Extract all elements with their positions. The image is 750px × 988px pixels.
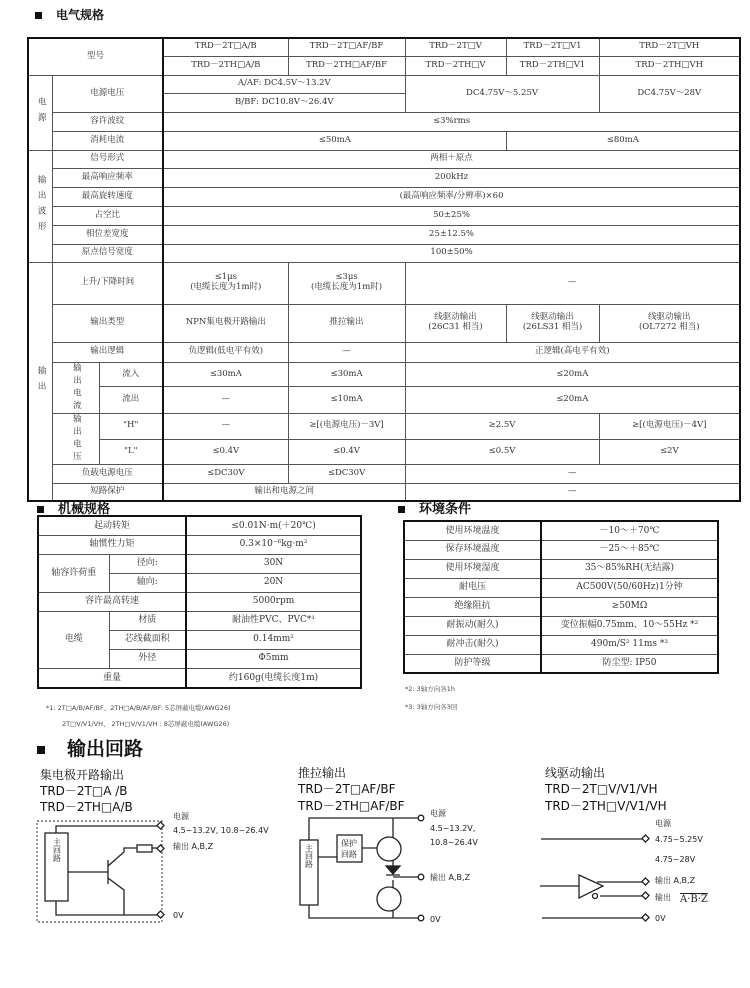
label-0v: 0V (655, 914, 666, 923)
cell: B/BF: DC10.8V～26.4V (163, 93, 405, 112)
cell: ≤2V (599, 439, 740, 464)
terminal-icon (157, 911, 164, 918)
line-driver-buffer-icon (579, 875, 603, 898)
label-0v: 0V (173, 911, 184, 920)
circuit-model: TRD－2T□A /B (40, 784, 128, 798)
cell: ≤0.01N·m(＋20℃) (186, 516, 361, 535)
cell: — (405, 262, 740, 304)
cell-line: 线驱动输出 (531, 312, 574, 323)
row-label: 芯线截面积 (109, 630, 186, 649)
cell: 耐油性PVC、PVC*¹ (186, 611, 361, 630)
row-label: 轴向: (109, 573, 186, 592)
row-label: 使用环境温度 (404, 521, 541, 540)
cell: ≤DC30V (163, 464, 288, 483)
label-range: 4.5~13.2V, 10.8~26.4V (173, 826, 269, 835)
model: TRD－2T□V (405, 38, 506, 56)
model: TRD－2TH□V (405, 56, 506, 75)
wiring (540, 839, 643, 918)
cell-line: ≤3μs (335, 272, 358, 283)
cell: DC4.75V～5.25V (405, 75, 599, 112)
circuit-model: TRD－2TH□V/V1/VH (545, 799, 667, 813)
circuit-title: 线驱动输出 (545, 766, 606, 780)
label-output: 输出 A,B,Z (173, 842, 214, 851)
cell: ≥50MΩ (541, 597, 718, 616)
model: TRD－2TH□VH (599, 56, 740, 75)
cell-line: (26LS31 相当) (522, 322, 583, 332)
row-label: 绝缘阻抗 (404, 597, 541, 616)
cell: ≤20mA (405, 362, 740, 387)
row-label: 输出类型 (52, 304, 163, 342)
section-title-text: 机械规格 (58, 502, 111, 517)
terminal-icon (157, 845, 164, 852)
group-waveform: 输出波形 (28, 150, 52, 262)
cell: ≤0.4V (163, 439, 288, 464)
row-label: 输出电压 (52, 413, 99, 464)
footnote: *2: 3轴方向各1h (405, 685, 456, 693)
model: TRD－2TH□A/B (163, 56, 288, 75)
cell: 20N (186, 573, 361, 592)
main-circuit-label: 主回路 (52, 838, 62, 862)
circuit-model: TRD－2T□V/V1/VH (545, 782, 658, 796)
row-label: 耐振动(耐久) (404, 616, 541, 635)
label-range: 4.75~5.25V (655, 835, 703, 844)
cell: (最高响应频率/分辨率)×60 (163, 187, 740, 206)
row-label: 重量 (38, 668, 186, 688)
label-power: 电源 (655, 819, 671, 828)
cell: A/AF: DC4.5V～13.2V (163, 75, 405, 93)
row-label: 最高旋转速度 (52, 187, 163, 206)
cell-line: 线驱动输出 (648, 312, 691, 323)
cell: — (405, 483, 740, 501)
circuit-model: TRD－2TH□AF/BF (298, 799, 405, 813)
row-label: 起动转矩 (38, 516, 186, 535)
cell: ≤10mA (288, 387, 405, 413)
cell: DC4.75V～28V (599, 75, 740, 112)
row-label: 输出电流 (52, 362, 99, 413)
terminal-icon (642, 892, 649, 899)
row-label: 信号形式 (52, 150, 163, 168)
model: TRD－2T□A/B (163, 38, 288, 56)
label-output: 输出 A,B,Z (430, 873, 471, 882)
cell: 两相＋原点 (163, 150, 740, 168)
cell: ≤20mA (405, 387, 740, 413)
row-label: "H" (99, 413, 163, 439)
row-label: 原点信号宽度 (52, 244, 163, 262)
row-label: 消耗电流 (52, 131, 163, 150)
row-label: 径向: (109, 554, 186, 573)
cell: ≤50mA (163, 131, 506, 150)
protection-label: 保护 (341, 839, 357, 848)
cell-line: (电缆长度为1m时) (190, 282, 262, 292)
transistor-icon (377, 887, 401, 911)
label-power: 电源 (430, 809, 446, 818)
cell: －10～＋70℃ (541, 521, 718, 540)
row-label: 保存环境温度 (404, 540, 541, 559)
group-power: 电源 (28, 75, 52, 150)
footnote: *1: 2T□A/B/AF/BF、2TH□A/B/AF/BF: 5芯屏蔽电缆(AWG26) (46, 704, 231, 712)
row-label: 占空比 (52, 206, 163, 225)
cell: 5000rpm (186, 592, 361, 611)
row-label: 外径 (109, 649, 186, 668)
label-power: 电源 (173, 812, 189, 821)
cell: 正逻辑(高电平有效) (405, 342, 740, 362)
cell: 0.14mm² (186, 630, 361, 649)
row-label: "L" (99, 439, 163, 464)
row-label: 轴容许荷重 (38, 554, 109, 592)
cell: 约160g(电缆长度1m) (186, 668, 361, 688)
cell: Φ5mm (186, 649, 361, 668)
cell: 35～85%RH(无结露) (541, 559, 718, 578)
cell-line: ≤1μs (214, 272, 237, 283)
circuit-title: 集电极开路输出 (40, 768, 125, 782)
footnote: *3: 3轴方向各3回 (405, 703, 458, 711)
cell-line: (OL7272 相当) (638, 322, 700, 332)
cell: ≥[(电源电压)－3V] (288, 413, 405, 439)
push-pull-circuit (297, 765, 478, 924)
cell-line: 线驱动输出 (434, 312, 477, 323)
cell: 推拉输出 (288, 304, 405, 342)
row-label: 材质 (109, 611, 186, 630)
cell: 负逻辑(低电平有效) (163, 342, 288, 362)
row-label: 耐冲击(耐久) (404, 635, 541, 654)
terminal-icon (157, 822, 164, 829)
cell-line: (26C31 相当) (428, 322, 483, 332)
section-title-text: 环境条件 (419, 502, 472, 517)
row-label: 轴惯性力矩 (38, 535, 186, 554)
resistor-icon (137, 845, 152, 852)
wiring (309, 818, 419, 918)
open-collector-circuit (37, 767, 269, 922)
circuit-model: TRD－2TH□A/B (40, 800, 133, 814)
terminal-icon (642, 878, 649, 885)
cell: 50±25% (163, 206, 740, 225)
row-label: 流出 (99, 387, 163, 413)
cell: — (163, 413, 288, 439)
row-label: 上升/下降时间 (52, 262, 163, 304)
row-label: 负载电源电压 (52, 464, 163, 483)
label-output: 输出 A,B,Z (655, 876, 696, 885)
cell: ≤30mA (163, 362, 288, 387)
model: TRD－2TH□AF/BF (288, 56, 405, 75)
model: TRD－2T□VH (599, 38, 740, 56)
row-label: 短路保护 (52, 483, 163, 501)
cell: 30N (186, 554, 361, 573)
cell: NPN集电极开路输出 (163, 304, 288, 342)
row-label: 流入 (99, 362, 163, 387)
terminal-icon (418, 874, 424, 880)
cell-line: (电缆长度为1m时) (310, 282, 383, 292)
cell: －25～＋85℃ (541, 540, 718, 559)
wiring (56, 826, 160, 915)
cell: — (405, 464, 740, 483)
cell: ≤80mA (506, 131, 740, 150)
circuit-title: 推拉输出 (298, 766, 347, 780)
cell: ≤0.4V (288, 439, 405, 464)
cell: ≤30mA (288, 362, 405, 387)
row-label: 最高响应频率 (52, 168, 163, 187)
label-range: 4.5~13.2V, (430, 824, 476, 833)
row-label: 耐电压 (404, 578, 541, 597)
cell: 200kHz (163, 168, 740, 187)
label-inverted-signals: A·B·Z (680, 894, 708, 905)
model: TRD－2T□AF/BF (288, 38, 405, 56)
row-label: 电源电压 (52, 75, 163, 112)
cell: 490m/S² 11ms *³ (541, 635, 718, 654)
terminal-icon (418, 815, 424, 821)
cell: — (163, 387, 288, 413)
label-range: 4.75~28V (655, 855, 696, 864)
row-label: 输出逻辑 (52, 342, 163, 362)
terminal-icon (642, 914, 649, 921)
cell: — (288, 342, 405, 362)
label-output-inverted: 输出 (655, 893, 671, 902)
model: TRD－2T□V1 (506, 38, 599, 56)
diode-icon (386, 866, 400, 875)
main-circuit-label: 主回路 (304, 844, 314, 868)
cell: ≥2.5V (405, 413, 599, 439)
group-output: 输出 (28, 262, 52, 501)
row-label: 使用环境湿度 (404, 559, 541, 578)
cell: AC500V(50/60Hz)1分钟 (541, 578, 718, 597)
terminal-icon (418, 915, 424, 921)
cell: ≤0.5V (405, 439, 599, 464)
label-range: 10.8~26.4V (430, 838, 478, 847)
label-0v: 0V (430, 915, 441, 924)
line-driver-circuit (540, 765, 708, 923)
row-label: 电缆 (38, 611, 109, 668)
transistor-icon (377, 837, 401, 861)
cell: 输出和电源之间 (163, 483, 405, 501)
row-label: 容许波纹 (52, 112, 163, 131)
cell: ≥[(电源电压)－4V] (599, 413, 740, 439)
cell: 变位振幅0.75mm、10～55Hz *² (541, 616, 718, 635)
inverter-bubble-icon (593, 894, 598, 899)
row-label: 防护等级 (404, 654, 541, 673)
protection-label: 回路 (341, 850, 357, 859)
model: TRD－2TH□V1 (506, 56, 599, 75)
cell: ≤DC30V (288, 464, 405, 483)
row-label: 容许最高转速 (38, 592, 186, 611)
model-label: 型号 (28, 38, 163, 75)
row-label: 相位差宽度 (52, 225, 163, 244)
circuit-model: TRD－2T□AF/BF (298, 782, 396, 796)
cell: 100±50% (163, 244, 740, 262)
section-title-text: 输出回路 (67, 738, 144, 760)
terminal-icon (642, 835, 649, 842)
section-title-text: 电气规格 (56, 8, 105, 22)
footnote: 2T□V/V1/VH、 2TH□V/V1/VH : 8芯屏蔽电缆(AWG26) (62, 720, 230, 728)
cell: ≤3%rms (163, 112, 740, 131)
cell: 0.3×10⁻⁶kg·m² (186, 535, 361, 554)
cell: 25±12.5% (163, 225, 740, 244)
cell: 防尘型: IP50 (541, 654, 718, 673)
